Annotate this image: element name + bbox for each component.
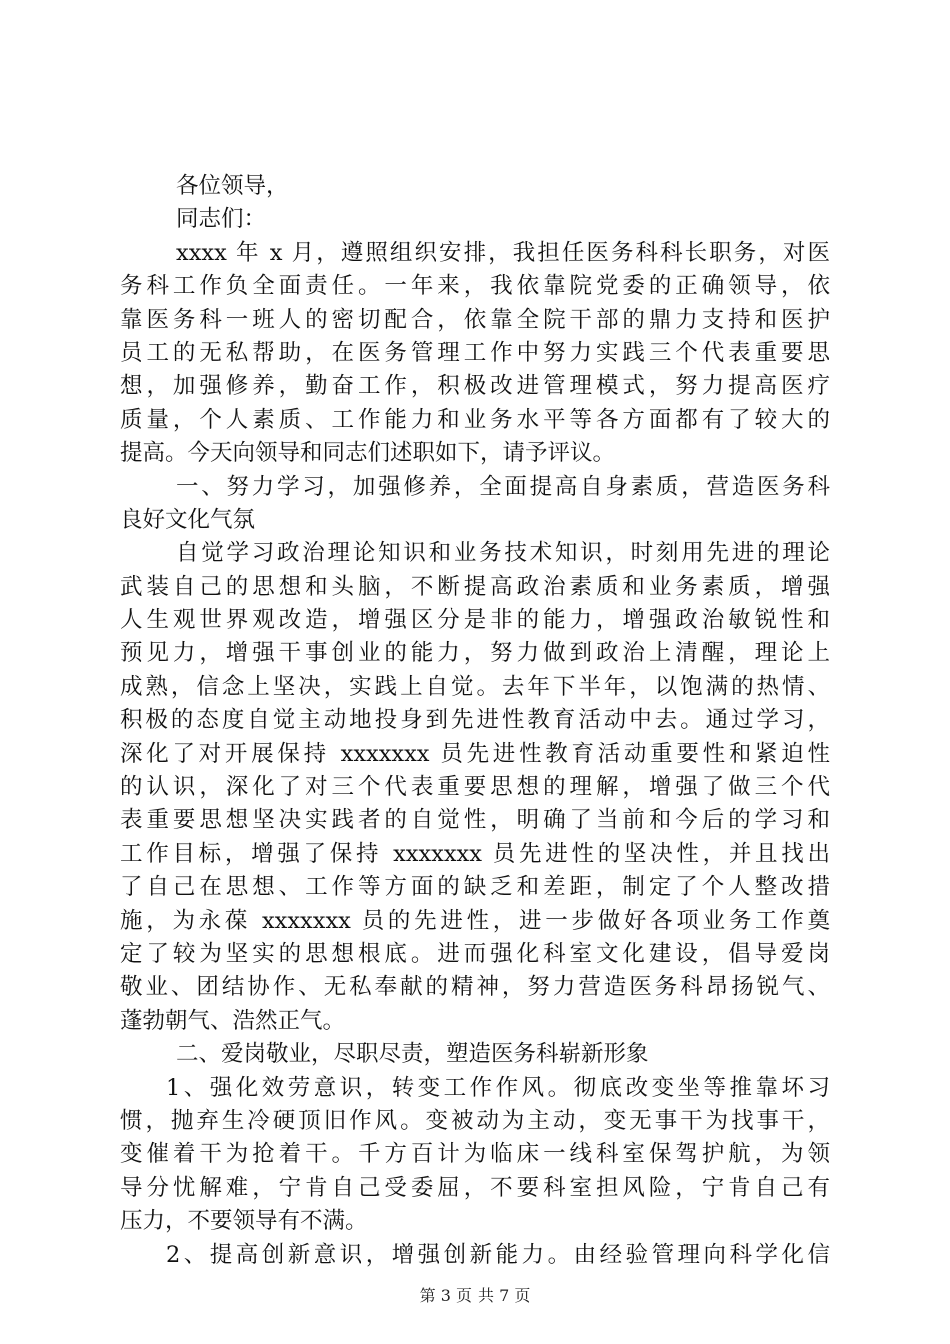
paragraph-line: 导分忧解难，宁肯自己受委屈，不要科室担风险，宁肯自己有 <box>120 1174 830 1201</box>
paragraph-line: 成熟，信念上坚决，实践上自觉。去年下半年，以饱满的热情、 <box>120 673 830 700</box>
paragraph-line: 施，为永葆 xxxxxxx 员的先进性，进一步做好各项业务工作奠 <box>120 907 830 934</box>
section-heading-2: 二、爱岗敬业，尽职尽责，塑造医务科崭新形象 <box>176 1041 649 1068</box>
paragraph-line: 表重要思想坚决实践者的自觉性，明确了当前和今后的学习和 <box>120 807 830 834</box>
paragraph-line: 定了较为坚实的思想根底。进而强化科室文化建设，倡导爱岗 <box>120 940 830 967</box>
paragraph-line: 压力，不要领导有不满。 <box>120 1208 368 1235</box>
paragraph-line: 2、提高创新意识，增强创新能力。由经验管理向科学化信 <box>166 1241 830 1268</box>
paragraph-line: 人生观世界观改造，增强区分是非的能力，增强政治敏锐性和 <box>120 607 830 634</box>
section-heading-1: 一、努力学习，加强修养，全面提高自身素质，营造医务科 <box>176 473 830 500</box>
paragraph-line: 工作目标，增强了保持 xxxxxxx 员先进性的坚决性，并且找出 <box>120 840 830 867</box>
page-footer <box>0 1286 950 1306</box>
document-body <box>120 170 830 1272</box>
salutation-comrades: 同志们： <box>176 206 267 233</box>
paragraph-line: 预见力，增强干事创业的能力，努力做到政治上清醒，理论上 <box>120 640 830 667</box>
paragraph-line: 变催着干为抢着干。千方百计为临床一线科室保驾护航，为领 <box>120 1141 830 1168</box>
paragraph-line: 了自己在思想、工作等方面的缺乏和差距，制定了个人整改措 <box>120 874 830 901</box>
paragraph-line: 自觉学习政治理论知识和业务技术知识，时刻用先进的理论 <box>176 540 830 567</box>
paragraph-line: 的认识，深化了对三个代表重要思想的理解，增强了做三个代 <box>120 774 830 801</box>
paragraph-line: 1、强化效劳意识，转变工作作风。彻底改变坐等推靠坏习 <box>166 1074 830 1101</box>
paragraph-line: 提高。今天向领导和同志们述职如下，请予评议。 <box>120 440 616 467</box>
paragraph-line: xxxx 年 x 月，遵照组织安排，我担任医务科科长职务，对医 <box>176 239 830 266</box>
paragraph-line: 想，加强修养，勤奋工作，积极改进管理模式，努力提高医疗 <box>120 373 830 400</box>
paragraph-line: 敬业、团结协作、无私奉献的精神，努力营造医务科昂扬锐气、 <box>120 974 830 1001</box>
paragraph-line: 积极的态度自觉主动地投身到先进性教育活动中去。通过学习， <box>120 707 830 734</box>
paragraph-line: 务科工作负全面责任。一年来，我依靠院党委的正确领导，依 <box>120 273 830 300</box>
paragraph-line: 惯，抛弃生冷硬顶旧作风。变被动为主动，变无事干为找事干， <box>120 1107 830 1134</box>
salutation-leaders: 各位领导， <box>176 173 289 199</box>
page-number: 第 3 页 <box>419 1286 472 1305</box>
paragraph-line: 质量，个人素质、工作能力和业务水平等各方面都有了较大的 <box>120 406 830 433</box>
paragraph-line: 武装自己的思想和头脑，不断提高政治素质和业务素质，增强 <box>120 573 830 600</box>
paragraph-line: 靠医务科一班人的密切配合，依靠全院干部的鼎力支持和医护 <box>120 306 830 333</box>
paragraph-line: 蓬勃朝气、浩然正气。 <box>120 1007 346 1034</box>
section-heading-1-cont: 良好文化气氛 <box>120 506 256 533</box>
page-total: 共 7 页 <box>478 1286 531 1305</box>
paragraph-line: 深化了对开展保持 xxxxxxx 员先进性教育活动重要性和紧迫性 <box>120 740 830 767</box>
paragraph-line: 员工的无私帮助，在医务管理工作中努力实践三个代表重要思 <box>120 339 830 366</box>
